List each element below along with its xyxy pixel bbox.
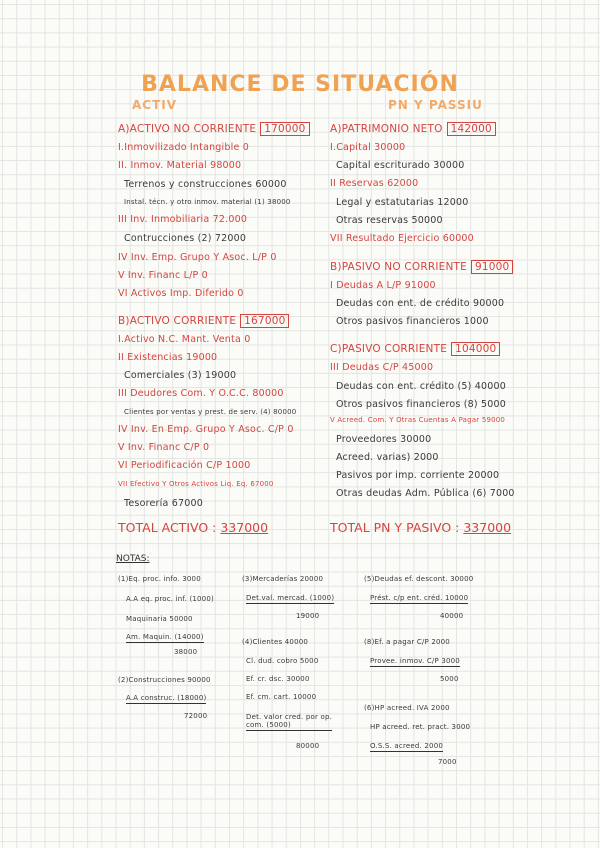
activo-line: I.Activo N.C. Mant. Venta 0 [118, 334, 251, 345]
pasivo-line: I Deudas A L/P 91000 [330, 280, 436, 291]
pasivo-no-corriente-value: 91000 [471, 260, 513, 274]
activo-line: Instal. técn. y otro inmov. material (1) 38000 [124, 198, 291, 206]
pasivo-corriente [330, 342, 500, 356]
note-line: 40000 [440, 612, 464, 620]
note-line: 80000 [296, 742, 320, 750]
page-title: BALANCE DE SITUACIÓN [141, 72, 459, 97]
note-line: Det. valor cred. por op. com. (5000) [246, 713, 333, 729]
total-pn-pasivo [330, 520, 511, 535]
pasivo-line: Otras reservas 50000 [336, 215, 443, 226]
patrimonio-neto-value: 142000 [447, 122, 496, 136]
patrimonio-neto [330, 122, 496, 136]
activo-corriente-label: B)ACTIVO CORRIENTE [118, 315, 237, 327]
activo-line: II Existencias 19000 [118, 352, 218, 363]
activo-line: V Inv. Financ L/P 0 [118, 270, 208, 281]
activo-line: IV Inv. Emp. Grupo Y Asoc. L/P 0 [118, 252, 277, 263]
note-line: Ef. cm. cart. 10000 [246, 693, 317, 701]
pasivo-line: Otras deudas Adm. Pública (6) 7000 [336, 488, 515, 499]
activo-line: Contrucciones (2) 72000 [124, 233, 247, 244]
activo-line: IV Inv. En Emp. Grupo Y Asoc. C/P 0 [118, 424, 294, 435]
note-line: 72000 [184, 712, 208, 720]
pasivo-no-corriente [330, 260, 513, 274]
activo-line: VI Activos Imp. Diferido 0 [118, 288, 244, 299]
pasivo-line: Deudas con ent. crédito (5) 40000 [336, 381, 506, 392]
activo-line: III Deudores Com. Y O.C.C. 80000 [118, 388, 284, 399]
note-line: A.A eq. proc. inf. (1000) [126, 595, 214, 603]
note-line: Prést. c/p ent. créd. 10000 [370, 594, 469, 602]
note-line: O.S.S. acreed. 2000 [370, 742, 443, 750]
activo-no-corriente-label: A)ACTIVO NO CORRIENTE [118, 123, 257, 135]
note-line: Am. Maquin. (14000) [126, 633, 204, 641]
pasivo-line: Deudas con ent. de crédito 90000 [336, 298, 505, 309]
note-line: (1)Eq. proc. info. 3000 [118, 575, 201, 583]
pasivo-corriente-label: C)PASIVO CORRIENTE [330, 343, 448, 355]
notes-label: NOTAS: [116, 554, 150, 564]
activo-line: I.Inmovilizado Intangible 0 [118, 142, 249, 153]
total-activo [118, 520, 268, 535]
note-line: Maquinaria 50000 [126, 615, 193, 623]
patrimonio-neto-label: A)PATRIMONIO NETO [330, 123, 443, 135]
activo-line: Comerciales (3) 19000 [124, 370, 237, 381]
activo-header: ACTIV [132, 98, 178, 112]
pasivo-corriente-value: 104000 [451, 342, 500, 356]
activo-line: II. Inmov. Material 98000 [118, 160, 242, 171]
pasivo-line: Pasivos por imp. corriente 20000 [336, 470, 500, 481]
note-line: (2)Construcciones 90000 [118, 676, 211, 684]
note-line: A.A construc. (18000) [126, 694, 207, 702]
pasivo-line: Proveedores 30000 [336, 434, 432, 445]
activo-corriente-value: 167000 [240, 314, 289, 328]
note-line: 7000 [438, 758, 457, 766]
note-line: (5)Deudas ef. descont. 30000 [364, 575, 474, 583]
pasivo-line: Otros pasivos financieros (8) 5000 [336, 399, 507, 410]
activo-corriente [118, 314, 289, 328]
pasivo-line: VII Resultado Ejercicio 60000 [330, 233, 474, 244]
pasivo-line: Acreed. varias) 2000 [336, 452, 439, 463]
pasivo-header: PN Y PASSIU [388, 98, 483, 112]
total-pasivo-label: TOTAL PN Y PASIVO : [330, 520, 464, 535]
total-pasivo-value: 337000 [463, 520, 512, 535]
activo-line: III Inv. Inmobiliaria 72.000 [118, 214, 248, 225]
total-activo-label: TOTAL ACTIVO : [118, 520, 221, 535]
activo-line: VII Efectivo Y Otros Activos Liq. Eq. 67000 [118, 480, 274, 488]
note-line: (4)Clientes 40000 [242, 638, 309, 646]
total-activo-value: 337000 [220, 520, 269, 535]
activo-line: VI Periodificación C/P 1000 [118, 460, 251, 471]
activo-line: Tesorería 67000 [124, 498, 203, 509]
note-line: 5000 [440, 675, 459, 683]
pasivo-line: Capital escriturado 30000 [336, 160, 465, 171]
note-line: 38000 [174, 648, 198, 656]
note-line: Ef. cr. dsc. 30000 [246, 675, 310, 683]
pasivo-line: Otros pasivos financieros 1000 [336, 316, 489, 327]
note-line: Cl. dud. cobro 5000 [246, 657, 319, 665]
activo-no-corriente-value: 170000 [260, 122, 309, 136]
pasivo-no-corriente-label: B)PASIVO NO CORRIENTE [330, 261, 467, 273]
activo-line: Terrenos y construcciones 60000 [124, 179, 287, 190]
note-line: (8)Ef. a pagar C/P 2000 [364, 638, 450, 646]
pasivo-line: II Reservas 62000 [330, 178, 419, 189]
pasivo-line: V Acreed. Com. Y Otras Cuentas A Pagar 59000 [330, 416, 506, 424]
note-line: HP acreed. ret. pract. 3000 [370, 723, 471, 731]
pasivo-line: Legal y estatutarias 12000 [336, 197, 469, 208]
pasivo-line: I.Capital 30000 [330, 142, 406, 153]
activo-no-corriente [118, 122, 310, 136]
pasivo-line: III Deudas C/P 45000 [330, 362, 434, 373]
note-line: 19000 [296, 612, 320, 620]
activo-line: Clientes por ventas y prest. de serv. (4) 80000 [124, 408, 297, 416]
note-line: (3)Mercaderías 20000 [242, 575, 324, 583]
note-line: Provee. inmov. C/P 3000 [370, 657, 460, 665]
note-line: (6)HP acreed. IVA 2000 [364, 704, 450, 712]
activo-line: V Inv. Financ C/P 0 [118, 442, 210, 453]
note-line: Det.val. mercad. (1000) [246, 594, 335, 602]
